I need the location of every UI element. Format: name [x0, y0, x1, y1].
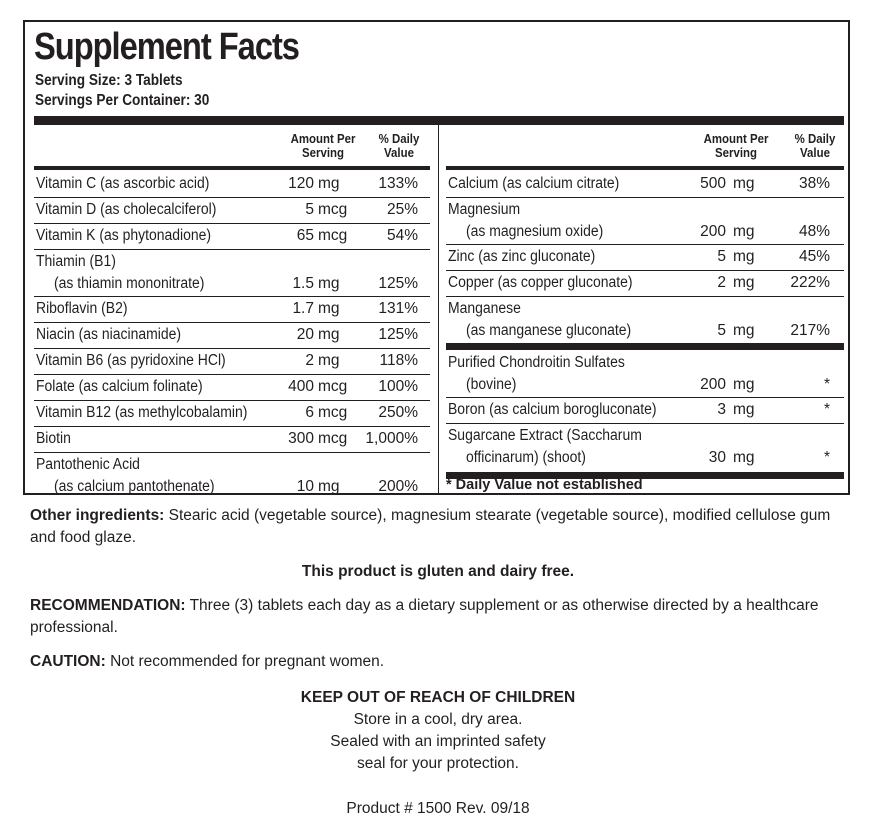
daily-value: 250% [378, 404, 418, 421]
amount-value: 1.5 [292, 275, 314, 292]
daily-value: * [823, 449, 830, 466]
daily-value: * [823, 401, 830, 418]
nutrient-row [34, 453, 430, 499]
nutrient-row [34, 401, 430, 426]
header-rule [34, 166, 430, 170]
daily-value: 133% [378, 175, 418, 192]
nutrient-row [446, 398, 844, 423]
nutrient-row [446, 424, 844, 470]
caution: CAUTION: Not recommended for pregnant women. [30, 653, 385, 670]
nutrient-row [446, 172, 844, 197]
dv-footnote: * Daily Value not established [446, 477, 643, 493]
daily-value: 217% [790, 322, 830, 339]
nutrient-name: Riboflavin (B2) [36, 300, 128, 317]
serving-size: Serving Size: 3 Tablets [35, 72, 183, 89]
nutrient-name: Vitamin B12 (as methylcobalamin) [36, 404, 248, 421]
dv-header: % Daily Value [794, 131, 836, 160]
nutrient-row [34, 427, 430, 452]
daily-value: 118% [379, 352, 418, 369]
amount-unit: mcg [318, 227, 348, 244]
amount-unit: mcg [318, 430, 348, 447]
amount-value: 20 [296, 326, 314, 343]
nutrient-name: Vitamin B6 (as pyridoxine HCl) [36, 352, 226, 369]
nutrient-name: Vitamin D (as cholecalciferol) [36, 201, 217, 218]
daily-value: 25% [386, 201, 418, 218]
amount-value: 3 [717, 401, 726, 418]
daily-value: 48% [798, 223, 830, 240]
seal-line-1: Sealed with an imprinted safety [330, 733, 546, 750]
nutrient-name: Vitamin K (as phytonadione) [36, 227, 212, 244]
nutrient-name: Zinc (as zinc gluconate) [448, 248, 596, 265]
column-divider [438, 122, 439, 493]
nutrient-source: (as calcium pantothenate) [54, 478, 215, 495]
nutrient-row [446, 198, 844, 244]
daily-value: 125% [378, 275, 418, 292]
nutrient-source: (as thiamin mononitrate) [54, 275, 205, 292]
allergen-statement: This product is gluten and dairy free. [301, 563, 575, 580]
amount-unit: mg [733, 223, 755, 240]
amount-header: Amount Per Serving [703, 131, 769, 160]
section-rule [446, 343, 844, 350]
nutrient-name: Niacin (as niacinamide) [36, 326, 181, 343]
product-number: Product # 1500 Rev. 09/18 [346, 800, 530, 817]
nutrient-name: Pantothenic Acid [36, 456, 140, 473]
nutrient-source: (bovine) [466, 376, 517, 393]
nutrient-name: Sugarcane Extract (Saccharum [448, 427, 642, 444]
nutrient-name: Boron (as calcium borogluconate) [448, 401, 657, 418]
amount-unit: mcg [318, 404, 348, 421]
daily-value: 38% [798, 175, 830, 192]
amount-unit: mcg [318, 378, 348, 395]
amount-value: 2 [305, 352, 314, 369]
nutrient-row [446, 271, 844, 296]
amount-unit: mcg [318, 201, 348, 218]
amount-unit: mg [318, 275, 340, 292]
amount-value: 6 [305, 404, 314, 421]
amount-value: 10 [296, 478, 314, 495]
nutrient-row [446, 351, 844, 397]
daily-value: 125% [378, 326, 418, 343]
nutrient-row [34, 224, 430, 249]
supplement-facts-panel [23, 20, 850, 495]
nutrient-name: Vitamin C (as ascorbic acid) [36, 175, 210, 192]
daily-value: 100% [378, 378, 418, 395]
nutrient-name: Biotin [36, 430, 71, 447]
seal-line-2: seal for your protection. [357, 755, 519, 772]
dv-header: % Daily Value [378, 131, 420, 160]
nutrient-row [34, 349, 430, 374]
daily-value: 54% [386, 227, 418, 244]
amount-value: 5 [717, 248, 726, 265]
nutrient-name: Copper (as copper gluconate) [448, 274, 633, 291]
amount-unit: mg [733, 376, 755, 393]
amount-unit: mg [733, 274, 755, 291]
nutrient-name: Folate (as calcium folinate) [36, 378, 203, 395]
amount-value: 30 [708, 449, 726, 466]
daily-value: 222% [790, 274, 830, 291]
amount-value: 5 [305, 201, 314, 218]
amount-value: 200 [700, 223, 726, 240]
amount-value: 5 [717, 322, 726, 339]
nutrient-source: (as magnesium oxide) [466, 223, 604, 240]
amount-unit: mg [318, 175, 340, 192]
nutrient-row [34, 250, 430, 296]
header-rule [446, 166, 844, 170]
amount-value: 120 [288, 175, 314, 192]
amount-value: 2 [717, 274, 726, 291]
amount-value: 400 [288, 378, 314, 395]
top-thick-rule [34, 116, 844, 125]
storage-line: Store in a cool, dry area. [353, 711, 523, 728]
amount-unit: mg [318, 300, 340, 317]
nutrient-row [34, 172, 430, 197]
daily-value: 131% [378, 300, 418, 317]
nutrient-row [34, 375, 430, 400]
nutrient-source: officinarum) (shoot) [466, 449, 586, 466]
amount-value: 200 [700, 376, 726, 393]
amount-value: 300 [288, 430, 314, 447]
nutrient-name: Calcium (as calcium citrate) [448, 175, 620, 192]
nutrient-row [446, 245, 844, 270]
daily-value: 45% [798, 248, 830, 265]
daily-value: 1,000% [365, 430, 418, 447]
nutrient-row [34, 323, 430, 348]
amount-value: 65 [296, 227, 314, 244]
nutrient-name: Magnesium [448, 201, 521, 218]
amount-unit: mg [318, 478, 340, 495]
amount-unit: mg [733, 449, 755, 466]
panel-title: Supplement Facts [34, 26, 299, 68]
servings-per-container: Servings Per Container: 30 [35, 92, 210, 109]
nutrient-name: Manganese [448, 300, 521, 317]
nutrient-name: Thiamin (B1) [36, 253, 116, 270]
amount-value: 500 [700, 175, 726, 192]
other-ingredients: Other ingredients: Stearic acid (vegetable source), magnesium stearate (vegetable source), modified cellulose gum and food glaze. [30, 507, 831, 546]
amount-unit: mg [733, 175, 755, 192]
recommendation: RECOMMENDATION: Three (3) tablets each day as a dietary supplement or as otherwise directed by a healthcare professional. [30, 597, 819, 636]
daily-value: * [823, 376, 830, 393]
nutrient-row [34, 198, 430, 223]
amount-unit: mg [733, 322, 755, 339]
nutrient-name: Purified Chondroitin Sulfates [448, 354, 625, 371]
daily-value: 200% [378, 478, 418, 495]
amount-header: Amount Per Serving [290, 131, 356, 160]
nutrient-source: (as manganese gluconate) [466, 322, 632, 339]
amount-unit: mg [318, 326, 340, 343]
amount-unit: mg [733, 401, 755, 418]
amount-unit: mg [733, 248, 755, 265]
keep-out-warning: KEEP OUT OF REACH OF CHILDREN [300, 689, 576, 706]
amount-unit: mg [318, 352, 340, 369]
nutrient-row [34, 297, 430, 322]
amount-value: 1.7 [292, 300, 314, 317]
nutrient-row [446, 297, 844, 343]
